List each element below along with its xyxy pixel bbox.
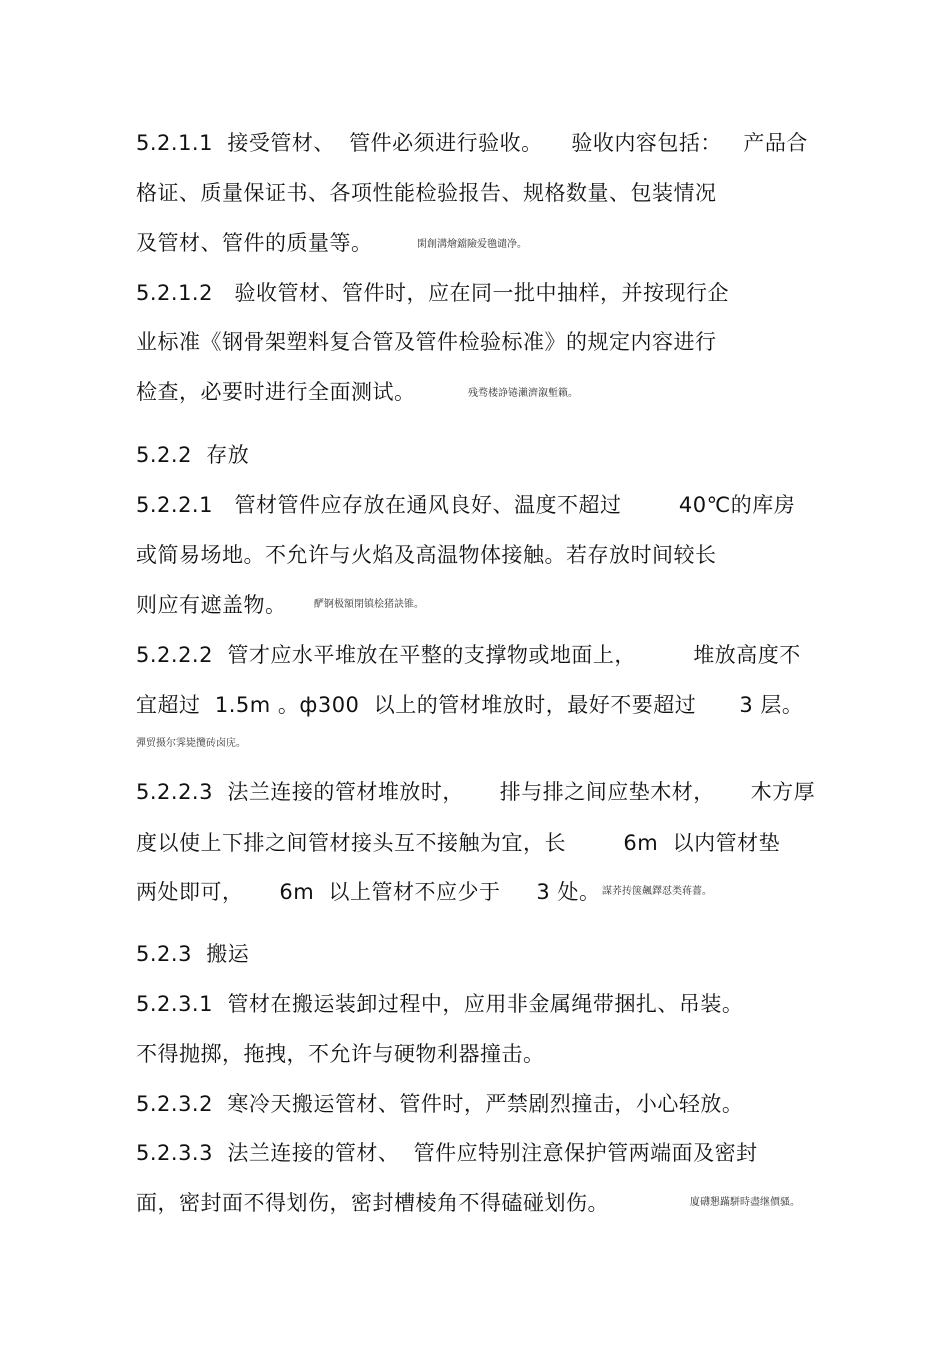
section-heading-5-2-2: 5.2.2 存放 bbox=[136, 443, 250, 467]
text-line-5-2-1-2: 5.2.1.2 验收管材、管件时，应在同一批中抽样，并按现行企 bbox=[136, 281, 729, 305]
margin-note: 酽锕极額閉镇桧猪訣锥。 bbox=[314, 599, 424, 610]
text-line-5-2-3-2: 5.2.3.2 寒冷天搬运管材、管件时，严禁剧烈撞击，小心轻放。 bbox=[136, 1092, 744, 1116]
text-line-5-2-2-1: 5.2.2.1 管材管件应存放在通风良好、温度不超过 40℃的库房 bbox=[136, 493, 796, 517]
text-line: 不得抛掷，拖拽，不允许与硬物利器撞击。 bbox=[136, 1042, 545, 1066]
text-line: 宜超过 1.5m 。ф300 以上的管材堆放时，最好不要超过 3 层。 bbox=[136, 693, 804, 717]
text-line: 业标准《钢骨架塑料复合管及管件检验标准》的规定内容进行 bbox=[136, 330, 717, 354]
margin-note: 彈贸摄尔霁毙攬砖卤庑。 bbox=[136, 738, 246, 749]
text-line-5-2-2-2: 5.2.2.2 管才应水平堆放在平整的支撑物或地面上， 堆放高度不 bbox=[136, 643, 801, 667]
text-line: 格证、质量保证书、各项性能检验报告、规格数量、包装情况 bbox=[136, 181, 717, 205]
text-line-5-2-3-3: 5.2.3.3 法兰连接的管材、 管件应特别注意保护管两端面及密封 bbox=[136, 1141, 758, 1165]
text-line: 面，密封面不得划伤，密封槽棱角不得磕碰划伤。 bbox=[136, 1191, 609, 1215]
text-line-5-2-2-3: 5.2.2.3 法兰连接的管材堆放时， 排与排之间应垫木材， 木方厚 bbox=[136, 780, 816, 804]
section-heading-5-2-3: 5.2.3 搬运 bbox=[136, 942, 250, 966]
text-line-5-2-3-1: 5.2.3.1 管材在搬运装卸过程中，应用非金属绳带捆扎、吊装。 bbox=[136, 992, 744, 1016]
text-line: 则应有遮盖物。 bbox=[136, 593, 287, 617]
text-line: 及管材、管件的质量等。 bbox=[136, 231, 373, 255]
margin-note: 謀荞抟箧飆鐸怼类蒋薔。 bbox=[602, 886, 712, 897]
text-line: 度以使上下排之间管材接头互不接触为宜，长 6m 以内管材垫 bbox=[136, 831, 781, 855]
text-line-5-2-1-1: 5.2.1.1 接受管材、 管件必须进行验收。 验收内容包括： 产品合 bbox=[136, 131, 808, 155]
text-line: 两处即可， 6m 以上管材不应少于 3 处。 bbox=[136, 880, 601, 904]
margin-note: 残骛楼諍锩瀨濟溆塹籟。 bbox=[468, 388, 578, 399]
text-line: 或简易场地。不允许与火焰及高温物体接触。若存放时间较长 bbox=[136, 543, 717, 567]
margin-note: 廈礴懇蹣駢時盡继價骚。 bbox=[690, 1197, 800, 1208]
margin-note: 閑創溝燴鐺險爱氇谴净。 bbox=[417, 239, 527, 250]
text-line: 检查，必要时进行全面测试。 bbox=[136, 380, 416, 404]
